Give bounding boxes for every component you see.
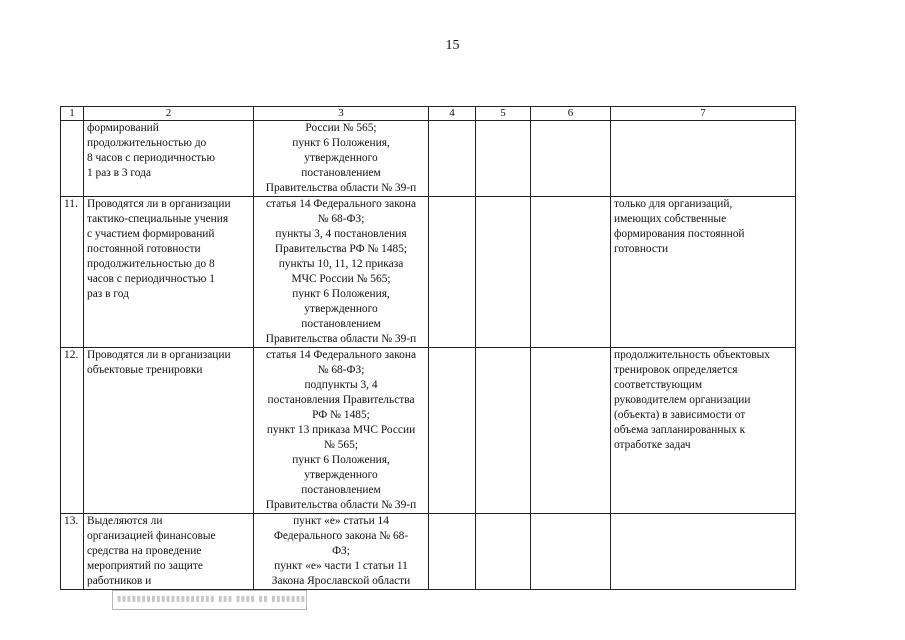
header-cell: 4	[429, 107, 476, 121]
law-line: пункты 10, 11, 12 приказа	[278, 258, 404, 270]
header-cell: 1	[61, 107, 84, 121]
note-line: продолжительность объектовых	[614, 349, 770, 361]
col5-cell	[476, 121, 531, 197]
law-line: Правительства области № 39-п	[265, 182, 417, 194]
table-row	[61, 197, 796, 348]
note-cell	[611, 514, 796, 590]
question-line: раз в год	[87, 288, 129, 300]
law-line: постановлением	[301, 167, 381, 179]
note-line: руководителем организации	[614, 394, 751, 406]
law-line: МЧС России № 565;	[291, 273, 391, 285]
law-line: РФ № 1485;	[312, 409, 370, 421]
law-line: Правительства области № 39-п	[265, 499, 417, 511]
header-cell: 7	[611, 107, 796, 121]
table-header-row	[61, 107, 796, 121]
question-line: часов с периодичностью 1	[87, 273, 215, 285]
law-line: Правительства области № 39-п	[265, 333, 417, 345]
header-cell: 3	[254, 107, 429, 121]
stamp-marks: ▮▮▮▮▮▮▮▮▮▮▮▮▮▮▮▮▮▮▮▮ ▮▮▮ ▮▮▮▮ ▮▮ ▮▮▮▮▮▮▮	[117, 594, 306, 603]
law-line: пункт 13 приказа МЧС России	[266, 424, 416, 436]
note-line: объема запланированных к	[614, 424, 746, 436]
header-cell: 5	[476, 107, 531, 121]
question-line: работников и	[87, 575, 152, 587]
page-number: 15	[445, 38, 460, 53]
legal-basis-cell	[254, 514, 429, 590]
law-line: постановления Правительства	[267, 394, 415, 406]
row-number-cell: 12.	[61, 348, 84, 514]
question-line: тактико-специальные учения	[87, 213, 229, 225]
law-line: пункт «е» части 1 статьи 11	[274, 560, 408, 572]
question-line: организацией финансовые	[87, 530, 216, 542]
question-cell	[84, 197, 254, 348]
col6-cell	[531, 121, 611, 197]
law-line: № 565;	[324, 439, 358, 451]
note-line: отработке задач	[614, 439, 691, 451]
row-number-cell: 13.	[61, 514, 84, 590]
law-line: статья 14 Федерального закона	[266, 349, 416, 361]
question-line: Проводятся ли в организации	[87, 198, 231, 210]
law-line: Правительства РФ № 1485;	[274, 243, 408, 255]
col4-cell	[429, 348, 476, 514]
question-line: объектовые тренировки	[87, 364, 203, 376]
note-line: готовности	[614, 243, 669, 255]
law-line: России № 565;	[305, 122, 377, 134]
col6-cell	[531, 197, 611, 348]
law-line: утвержденного	[304, 152, 378, 164]
table-row	[61, 348, 796, 514]
col6-cell	[531, 348, 611, 514]
note-line: (объекта) в зависимости от	[614, 409, 746, 421]
col5-cell	[476, 348, 531, 514]
note-cell	[611, 348, 796, 514]
legal-basis-cell	[254, 197, 429, 348]
law-line: пункты 3, 4 постановления	[275, 228, 407, 240]
law-line: подпункты 3, 4	[304, 379, 378, 391]
table-body	[61, 121, 796, 590]
col4-cell	[429, 121, 476, 197]
table-row	[61, 514, 796, 590]
question-line: продолжительностью до	[87, 137, 207, 149]
header-cell: 2	[84, 107, 254, 121]
note-line: формирования постоянной	[614, 228, 745, 240]
scan-stamp	[112, 590, 307, 610]
legal-basis-cell	[254, 348, 429, 514]
question-cell	[84, 514, 254, 590]
question-line: 1 раз в 3 года	[87, 167, 152, 179]
law-line: пункт «е» статьи 14	[293, 515, 389, 527]
law-line: пункт 6 Положения,	[292, 137, 390, 149]
question-line: мероприятий по защите	[87, 560, 203, 572]
law-line: постановлением	[301, 484, 381, 496]
note-line: имеющих собственные	[614, 213, 727, 225]
checklist-table	[60, 106, 796, 590]
col5-cell	[476, 514, 531, 590]
question-line: Проводятся ли в организации	[87, 349, 231, 361]
row-number-cell	[61, 121, 84, 197]
note-line: тренировок определяется	[614, 364, 738, 376]
law-line: № 68-ФЗ;	[317, 213, 365, 225]
note-cell	[611, 197, 796, 348]
col6-cell	[531, 514, 611, 590]
question-line: с участием формирований	[87, 228, 215, 240]
question-line: формирований	[87, 122, 159, 134]
law-line: пункт 6 Положения,	[292, 454, 390, 466]
law-line: ФЗ;	[332, 545, 350, 557]
question-cell	[84, 121, 254, 197]
law-line: пункт 6 Положения,	[292, 288, 390, 300]
question-line: средства на проведение	[87, 545, 202, 557]
question-line: Выделяются ли	[87, 515, 163, 527]
question-line: 8 часов с периодичностью	[87, 152, 215, 164]
law-line: постановлением	[301, 318, 381, 330]
law-line: утвержденного	[304, 303, 378, 315]
table-row	[61, 121, 796, 197]
law-line: № 68-ФЗ;	[317, 364, 365, 376]
row-number-cell: 11.	[61, 197, 84, 348]
note-line: только для организаций,	[614, 198, 733, 210]
law-line: статья 14 Федерального закона	[266, 198, 416, 210]
legal-basis-cell	[254, 121, 429, 197]
law-line: утвержденного	[304, 469, 378, 481]
question-cell	[84, 348, 254, 514]
note-cell	[611, 121, 796, 197]
note-line: соответствующим	[614, 379, 703, 391]
law-line: Федерального закона № 68-	[273, 530, 409, 542]
question-line: продолжительностью до 8	[87, 258, 215, 270]
col5-cell	[476, 197, 531, 348]
col4-cell	[429, 514, 476, 590]
law-line: Закона Ярославской области	[271, 575, 411, 587]
col4-cell	[429, 197, 476, 348]
question-line: постоянной готовности	[87, 243, 201, 255]
header-cell: 6	[531, 107, 611, 121]
